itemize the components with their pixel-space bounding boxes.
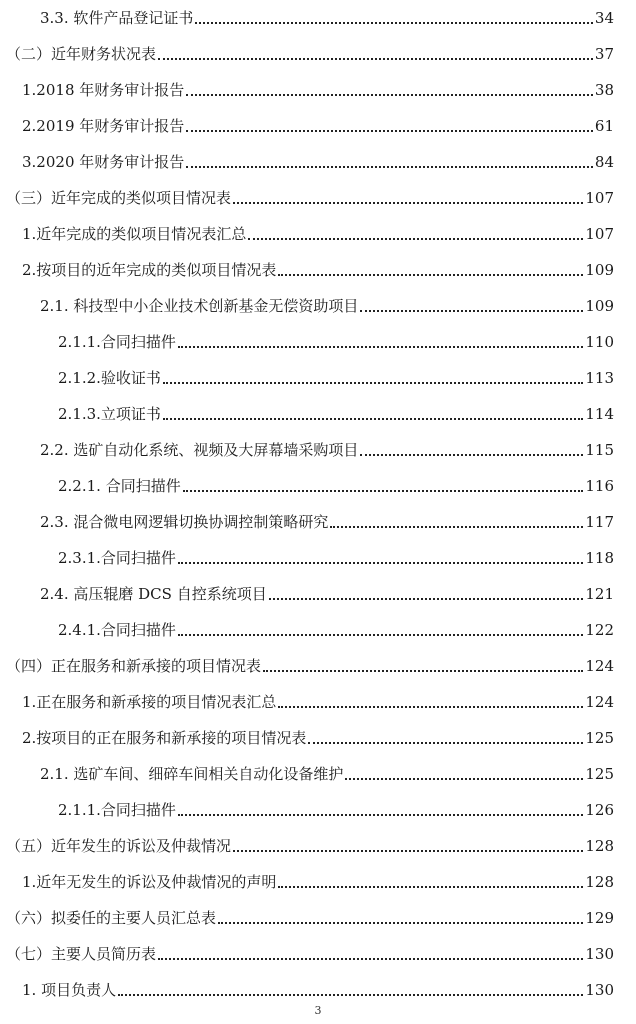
toc-entry-page: 124 [585, 657, 614, 675]
toc-entry-title: 1. 项目负责人 [22, 981, 117, 999]
toc-dot-leader [263, 670, 583, 672]
toc-entry-title: 2.2019 年财务审计报告 [22, 117, 185, 135]
toc-entry-title: 1.2018 年财务审计报告 [22, 81, 185, 99]
toc-entry-page: 84 [594, 153, 614, 171]
toc-entry[interactable] [58, 794, 614, 820]
toc-dot-leader [345, 778, 583, 780]
toc-entry-title: 2.3. 混合微电网逻辑切换协调控制策略研究 [40, 513, 329, 531]
toc-entry[interactable] [58, 470, 614, 496]
toc-dot-leader [163, 418, 583, 420]
toc-entry-title: （四）正在服务和新承接的项目情况表 [6, 657, 262, 675]
toc-entry-page: 109 [585, 261, 614, 279]
toc-entry-title: 1.近年完成的类似项目情况表汇总 [22, 225, 247, 243]
toc-entry-page: 125 [585, 729, 614, 747]
toc-dot-leader [195, 22, 593, 24]
toc-dot-leader [186, 130, 593, 132]
toc-entry[interactable] [22, 974, 614, 1000]
toc-entry-page: 125 [585, 765, 614, 783]
toc-entry-page: 129 [585, 909, 614, 927]
toc-dot-leader [183, 490, 584, 492]
toc-dot-leader [248, 238, 583, 240]
toc-entry-page: 128 [585, 837, 614, 855]
toc-dot-leader [186, 94, 593, 96]
toc-dot-leader [233, 202, 583, 204]
toc-entry-page: 113 [585, 369, 614, 387]
toc-entry[interactable] [22, 686, 614, 712]
toc-entry[interactable] [58, 398, 614, 424]
toc-entry[interactable] [6, 830, 614, 856]
toc-entry-page: 61 [594, 117, 614, 135]
toc-entry[interactable] [40, 758, 614, 784]
toc-entry-title: （七）主要人员简历表 [6, 945, 157, 963]
toc-entry[interactable] [6, 902, 614, 928]
toc-entry-page: 130 [585, 981, 614, 999]
toc-entry[interactable] [6, 938, 614, 964]
toc-entry[interactable] [40, 578, 614, 604]
toc-entry[interactable] [40, 434, 614, 460]
toc-entry[interactable] [22, 218, 614, 244]
toc-dot-leader [218, 922, 583, 924]
toc-entry-page: 130 [585, 945, 614, 963]
toc-entry[interactable] [22, 722, 614, 748]
toc-entry-page: 115 [585, 441, 614, 459]
toc-entry-title: 1.近年无发生的诉讼及仲裁情况的声明 [22, 873, 277, 891]
toc-entry-title: 2.1.1.合同扫描件 [58, 801, 176, 819]
toc-dot-leader [308, 742, 583, 744]
toc-entry-title: （六）拟委任的主要人员汇总表 [6, 909, 217, 927]
toc-entry-title: 2.4.1.合同扫描件 [58, 621, 176, 639]
toc-entry[interactable] [22, 146, 614, 172]
toc-entry-page: 114 [585, 405, 614, 423]
toc-entry-title: 2.3.1.合同扫描件 [58, 549, 176, 567]
toc-entry-page: 107 [585, 189, 614, 207]
toc-dot-leader [178, 346, 583, 348]
toc-entry[interactable] [40, 2, 614, 28]
toc-dot-leader [158, 58, 593, 60]
toc-entry-title: 2.1.1.合同扫描件 [58, 333, 176, 351]
toc-entry-page: 34 [594, 9, 614, 27]
toc-dot-leader [178, 562, 583, 564]
toc-dot-leader [186, 166, 593, 168]
page-number: 3 [314, 1004, 322, 1017]
toc-entry[interactable] [22, 74, 614, 100]
toc-entry-page: 109 [585, 297, 614, 315]
toc-entry[interactable] [6, 38, 614, 64]
toc-dot-leader [330, 526, 583, 528]
toc-entry-title: 2.按项目的正在服务和新承接的项目情况表 [22, 729, 307, 747]
toc-entry-page: 128 [585, 873, 614, 891]
toc-entry[interactable] [6, 650, 614, 676]
toc-entry-title: （二）近年财务状况表 [6, 45, 157, 63]
toc-entry-page: 110 [585, 333, 614, 351]
toc-entry-title: （五）近年发生的诉讼及仲裁情况 [6, 837, 232, 855]
toc-dot-leader [163, 382, 583, 384]
toc-dot-leader [118, 994, 583, 996]
toc-entry-page: 37 [594, 45, 614, 63]
toc-entry-title: 1.正在服务和新承接的项目情况表汇总 [22, 693, 277, 711]
toc-entry-title: 2.2.1. 合同扫描件 [58, 477, 181, 495]
toc-entry[interactable] [22, 110, 614, 136]
toc-entry-title: 2.1. 选矿车间、细碎车间相关自动化设备维护 [40, 765, 344, 783]
toc-entry-page: 116 [585, 477, 614, 495]
toc-entry-title: 3.3. 软件产品登记证书 [40, 9, 194, 27]
toc-entry[interactable] [58, 326, 614, 352]
toc-entry-title: 2.1. 科技型中小企业技术创新基金无偿资助项目 [40, 297, 359, 315]
toc-entry[interactable] [40, 290, 614, 316]
toc-entry-title: 2.2. 选矿自动化系统、视频及大屏幕墙采购项目 [40, 441, 359, 459]
toc-entry-page: 117 [585, 513, 614, 531]
toc-entry[interactable] [58, 542, 614, 568]
toc-dot-leader [360, 310, 583, 312]
toc-dot-leader [360, 454, 583, 456]
toc-entry-title: 2.4. 高压辊磨 DCS 自控系统项目 [40, 585, 267, 603]
toc-entry[interactable] [22, 866, 614, 892]
toc-entry-title: （三）近年完成的类似项目情况表 [6, 189, 232, 207]
toc-entry-page: 124 [585, 693, 614, 711]
toc-dot-leader [178, 814, 583, 816]
toc-entry[interactable] [58, 362, 614, 388]
toc-entry-page: 118 [585, 549, 614, 567]
toc-entry-page: 38 [594, 81, 614, 99]
toc-entry[interactable] [22, 254, 614, 280]
toc-dot-leader [269, 598, 584, 600]
toc-entry-page: 121 [585, 585, 614, 603]
toc-dot-leader [233, 850, 583, 852]
toc-entry[interactable] [58, 614, 614, 640]
toc-entry-title: 2.1.3.立项证书 [58, 405, 161, 423]
toc-dot-leader [178, 634, 583, 636]
toc-dot-leader [278, 274, 583, 276]
toc-entry-title: 3.2020 年财务审计报告 [22, 153, 185, 171]
toc-dot-leader [158, 958, 583, 960]
toc-entry-page: 126 [585, 801, 614, 819]
toc-entry[interactable] [6, 182, 614, 208]
toc-dot-leader [278, 706, 583, 708]
toc-entry-page: 122 [585, 621, 614, 639]
toc-entry-title: 2.1.2.验收证书 [58, 369, 161, 387]
toc-dot-leader [278, 886, 583, 888]
toc-entry-title: 2.按项目的近年完成的类似项目情况表 [22, 261, 277, 279]
toc-entry[interactable] [40, 506, 614, 532]
toc-entry-page: 107 [585, 225, 614, 243]
